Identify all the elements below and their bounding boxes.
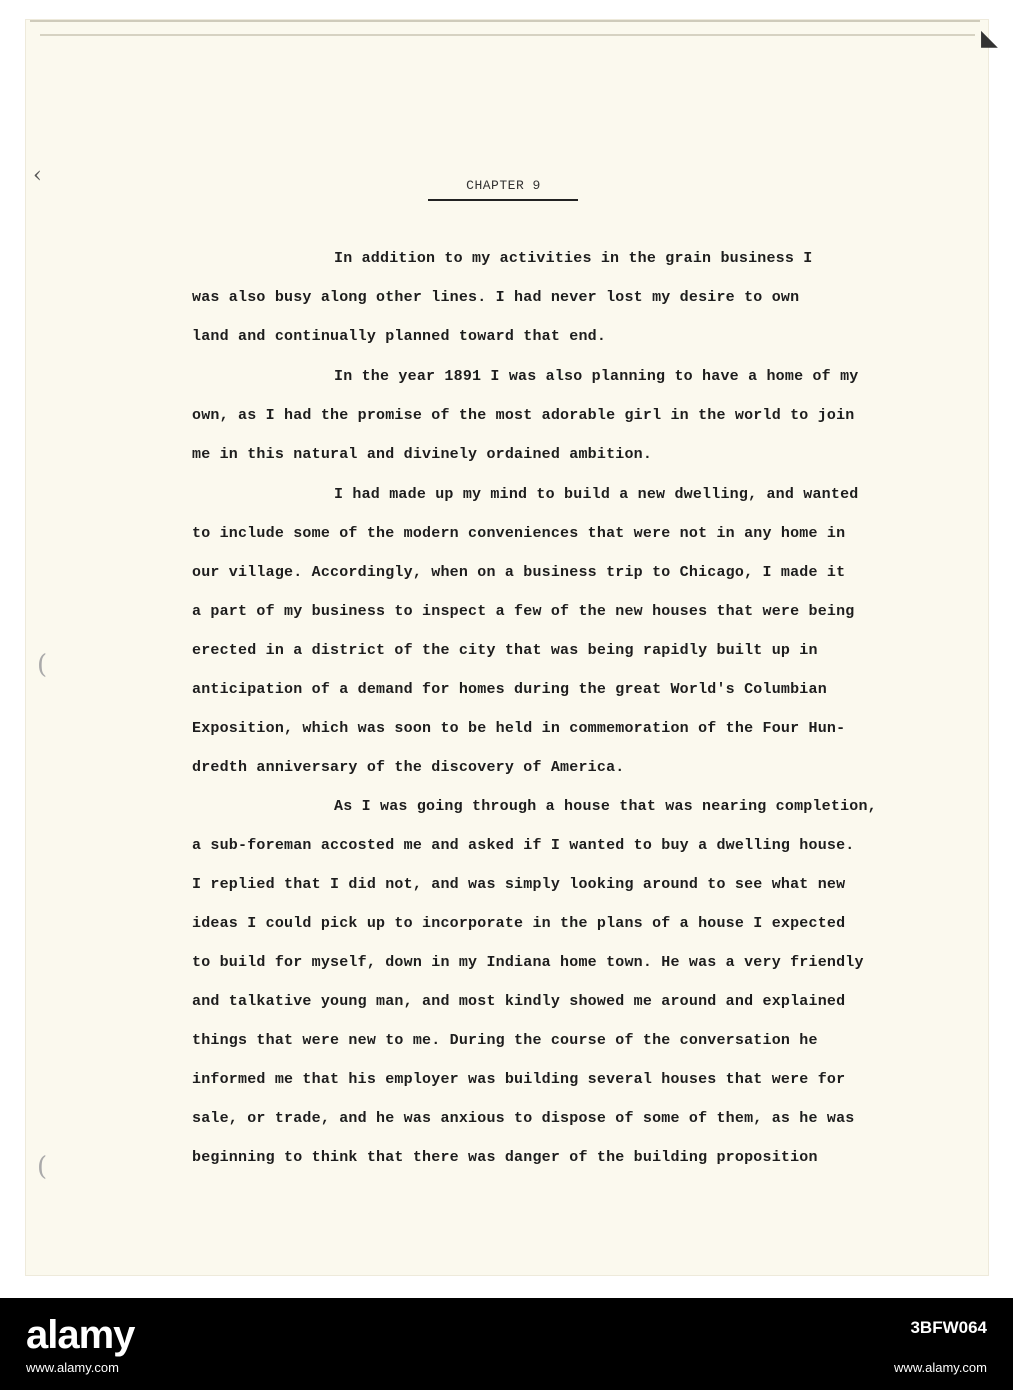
text-line: and talkative young man, and most kindly showed me around and explained bbox=[192, 993, 846, 1010]
text-line: a sub-foreman accosted me and asked if I wanted to buy a dwelling house. bbox=[192, 837, 855, 854]
text-line: anticipation of a demand for homes during the great World's Columbian bbox=[192, 681, 827, 698]
text-line: sale, or trade, and he was anxious to dispose of some of them, as he was bbox=[192, 1110, 855, 1127]
watermark-logo: alamy bbox=[26, 1313, 135, 1357]
text-line: I had made up my mind to build a new dwelling, and wanted bbox=[334, 486, 859, 503]
text-line: me in this natural and divinely ordained ambition. bbox=[192, 446, 653, 463]
text-line: our village. Accordingly, when on a business trip to Chicago, I made it bbox=[192, 564, 846, 581]
corner-mark: ◣ bbox=[981, 26, 998, 51]
text-line: In addition to my activities in the grain business I bbox=[334, 250, 813, 267]
text-line: things that were new to me. During the course of the conversation he bbox=[192, 1032, 818, 1049]
punch-hole-mark: ( bbox=[37, 1152, 48, 1182]
chapter-underline bbox=[428, 199, 578, 201]
text-line: to build for myself, down in my Indiana home town. He was a very friendly bbox=[192, 954, 864, 971]
watermark-image-id: 3BFW064 bbox=[910, 1318, 987, 1337]
text-line: land and continually planned toward that end. bbox=[192, 328, 607, 345]
text-line: In the year 1891 I was also planning to have a home of my bbox=[334, 368, 859, 385]
paper-top-edge bbox=[30, 20, 980, 22]
text-line: Exposition, which was soon to be held in commemoration of the Four Hun- bbox=[192, 720, 846, 737]
watermark-band bbox=[0, 1298, 1013, 1390]
text-line: was also busy along other lines. I had never lost my desire to own bbox=[192, 289, 800, 306]
margin-mark: ‹ bbox=[33, 163, 42, 188]
text-line: erected in a district of the city that was being rapidly built up in bbox=[192, 642, 818, 659]
text-line: I replied that I did not, and was simply looking around to see what new bbox=[192, 876, 846, 893]
text-line: ideas I could pick up to incorporate in the plans of a house I expected bbox=[192, 915, 846, 932]
watermark-url-left: www.alamy.com bbox=[26, 1360, 119, 1375]
text-line: to include some of the modern conveniences that were not in any home in bbox=[192, 525, 846, 542]
text-line: informed me that his employer was building several houses that were for bbox=[192, 1071, 846, 1088]
text-line: As I was going through a house that was nearing completion, bbox=[334, 798, 877, 815]
watermark-url: www.alamy.com bbox=[894, 1360, 987, 1375]
text-line: own, as I had the promise of the most adorable girl in the world to join bbox=[192, 407, 855, 424]
chapter-heading: CHAPTER 9 bbox=[466, 178, 541, 193]
text-line: a part of my business to inspect a few of the new houses that were being bbox=[192, 603, 855, 620]
text-line: dredth anniversary of the discovery of America. bbox=[192, 759, 625, 776]
paper-fold-line bbox=[40, 34, 975, 36]
text-line: beginning to think that there was danger of the building proposition bbox=[192, 1149, 818, 1166]
punch-hole-mark: ( bbox=[37, 650, 48, 680]
